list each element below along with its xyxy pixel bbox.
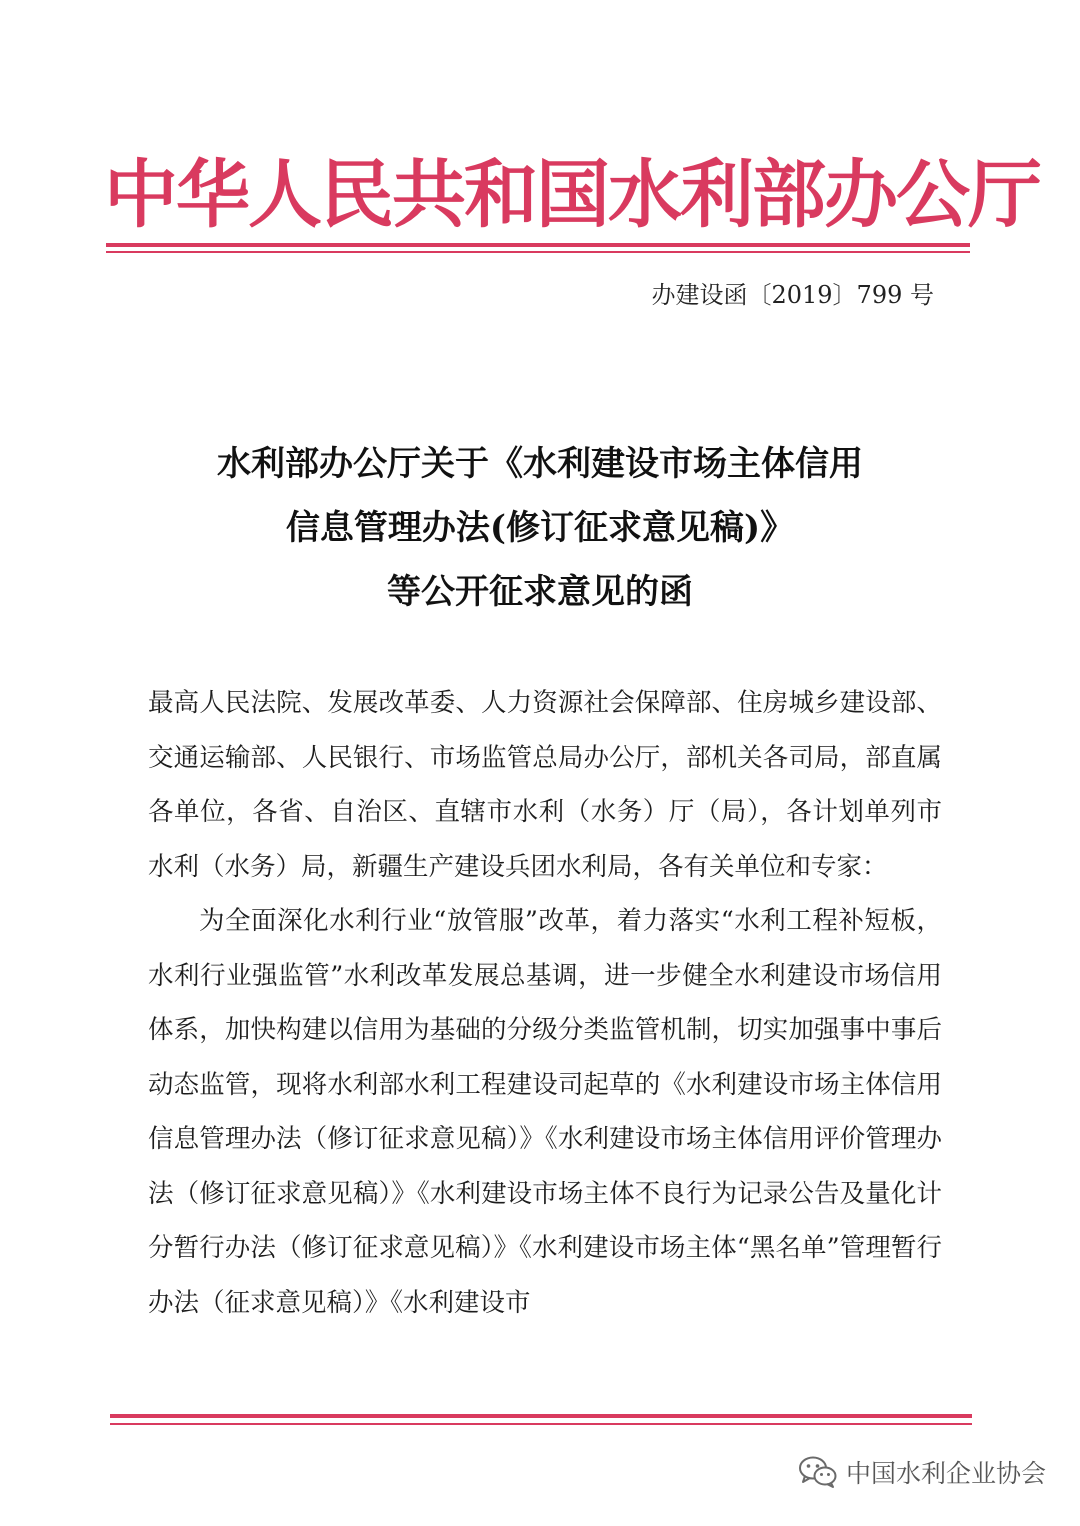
watermark-label: 中国水利企业协会 xyxy=(845,1459,1046,1488)
agency-masthead: 中华人民共和国水利部办公厅 xyxy=(104,152,1040,238)
wechat-watermark xyxy=(798,1454,1046,1490)
footer-rule-thin xyxy=(110,1423,972,1425)
document-number: 办建设函〔2019〕799 号 xyxy=(651,281,934,309)
footer-rule-thick xyxy=(110,1414,972,1418)
title-line-2: 信息管理办法(修订征求意见稿)》 xyxy=(285,508,795,548)
masthead-rule-thick xyxy=(106,243,970,247)
title-line-1: 水利部办公厅关于《水利建设市场主体信用 xyxy=(217,444,863,484)
addressees-paragraph: 最高人民法院、发展改革委、人力资源社会保障部、住房城乡建设部、交通运输部、人民银行、市场监管总局办公厅，部机关各司局，部直属各单位，各省、自治区、直辖市水利（水务）厅（局），各计划单列市水利（水务）局，新疆生产建设兵团水利局，各有关单位和专家： xyxy=(148,688,942,882)
masthead-rule-thin xyxy=(106,251,970,253)
title-line-3: 等公开征求意见的函 xyxy=(387,572,693,612)
body-paragraph-1: 为全面深化水利行业“放管服”改革，着力落实“水利工程补短板，水利行业强监管”水利改革发展总基调，进一步健全水利建设市场信用体系，加快构建以信用为基础的分级分类监管机制，切实加强事中事后动态监管，现将水利部水利工程建设司起草的《水利建设市场主体信用信息管理办法（修订征求意见稿）》《水利建设市场主体信用评价管理办法（修订征求意见稿）》《水利建设市场主体不良行为记录公告及量化计分暂行办法（修订征求意见稿）》《水利建设市场主体“黑名单”管理暂行办法（征求意见稿）》《水利建设市 xyxy=(148,906,942,1318)
document-title xyxy=(120,432,960,624)
wechat-icon xyxy=(798,1455,838,1489)
document-body xyxy=(148,676,942,1330)
